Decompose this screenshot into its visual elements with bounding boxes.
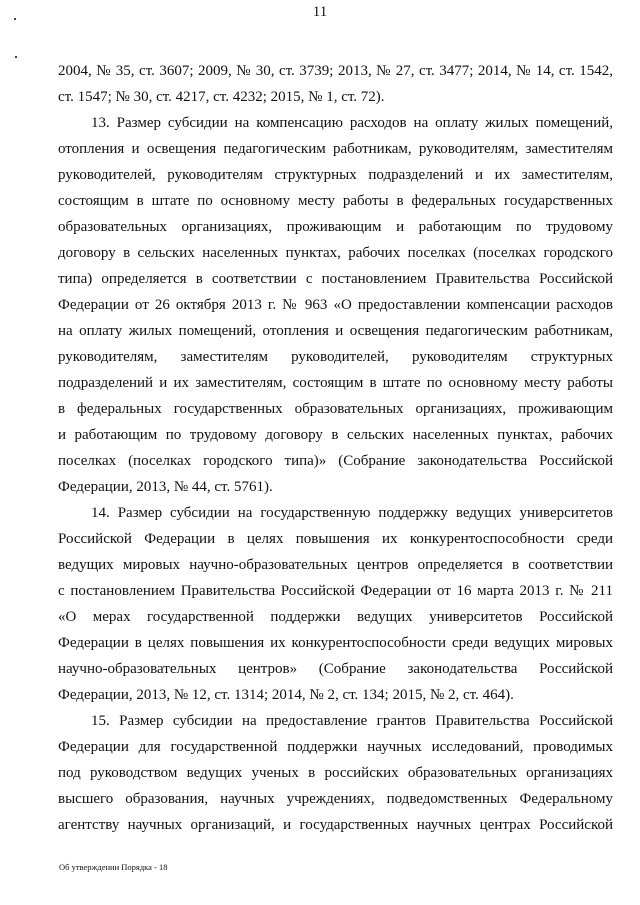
text-line: отопления и освещения педагогическим работникам, руководителям, заместителям [58, 141, 613, 157]
footer-note: Об утверждении Порядка - 18 [59, 862, 168, 872]
text-line: высшего образования, научных учреждениях, подведомственных Федеральному [58, 791, 613, 807]
text-line: Федерации, 2013, № 44, ст. 5761). [58, 479, 273, 495]
text-line: и работающим по трудовому договору в сельских населенных пунктах, рабочих [58, 427, 613, 443]
paragraph [58, 58, 613, 110]
text-line: договору в сельских населенных пунктах, рабочих поселках (поселках городского [58, 245, 613, 261]
text-line: образовательных организациях, проживающим и работающим по трудовому [58, 219, 613, 235]
text-line: состоящим в штате по основному месту работы в федеральных государственных [58, 193, 613, 209]
text-line: ст. 1547; № 30, ст. 4217, ст. 4232; 2015, № 1, ст. 72). [58, 89, 385, 105]
paragraph [58, 500, 613, 708]
text-line: Федерации для государственной поддержки научных исследований, проводимых [58, 739, 613, 755]
text-line: руководителей, руководителям структурных подразделений и их заместителям, [58, 167, 613, 183]
text-line: с постановлением Правительства Российской Федерации от 16 марта 2013 г. № 211 [58, 583, 613, 599]
text-line: типа) определяется в соответствии с постановлением Правительства Российской [58, 271, 613, 287]
text-line: 13. Размер субсидии на компенсацию расходов на оплату жилых помещений, [91, 115, 613, 131]
text-line: агентству научных организаций, и государственных научных центрах Российской [58, 817, 613, 833]
text-line: на оплату жилых помещений, отопления и освещения педагогическим работникам, [58, 323, 613, 339]
scan-speck [15, 56, 17, 58]
text-line: 14. Размер субсидии на государственную поддержку ведущих университетов [91, 505, 613, 521]
text-line: Федерации от 26 октября 2013 г. № 963 «О предоставлении компенсации расходов [58, 297, 613, 313]
scan-speck [14, 18, 16, 20]
text-line: научно-образовательных центров» (Собрание законодательства Российской [58, 661, 613, 677]
text-line: ведущих мировых научно-образовательных центров определяется в соответствии [58, 557, 613, 573]
text-line: Российской Федерации в целях повышения их конкурентоспособности среди [58, 531, 613, 547]
text-line: Федерации, 2013, № 12, ст. 1314; 2014, № 2, ст. 134; 2015, № 2, ст. 464). [58, 687, 514, 703]
page-number: 11 [312, 4, 328, 20]
text-line: Федерации в целях повышения их конкурентоспособности среди ведущих мировых [58, 635, 613, 651]
text-line: под руководством ведущих ученых в российских образовательных организациях [58, 765, 613, 781]
paragraph [58, 708, 613, 838]
text-line: в федеральных государственных образовательных организациях, проживающим [58, 401, 613, 417]
text-line: поселках (поселках городского типа)» (Собрание законодательства Российской [58, 453, 613, 469]
text-line: руководителям, заместителям руководителей, руководителям структурных [58, 349, 613, 365]
document-body [58, 58, 613, 838]
paragraph [58, 110, 613, 500]
text-line: 15. Размер субсидии на предоставление грантов Правительства Российской [91, 713, 613, 729]
text-line: 2004, № 35, ст. 3607; 2009, № 30, ст. 3739; 2013, № 27, ст. 3477; 2014, № 14, ст. 1542, [58, 63, 613, 79]
text-line: подразделений и их заместителям, состоящим в штате по основному месту работы [58, 375, 613, 391]
text-line: «О мерах государственной поддержки ведущих университетов Российской [58, 609, 613, 625]
